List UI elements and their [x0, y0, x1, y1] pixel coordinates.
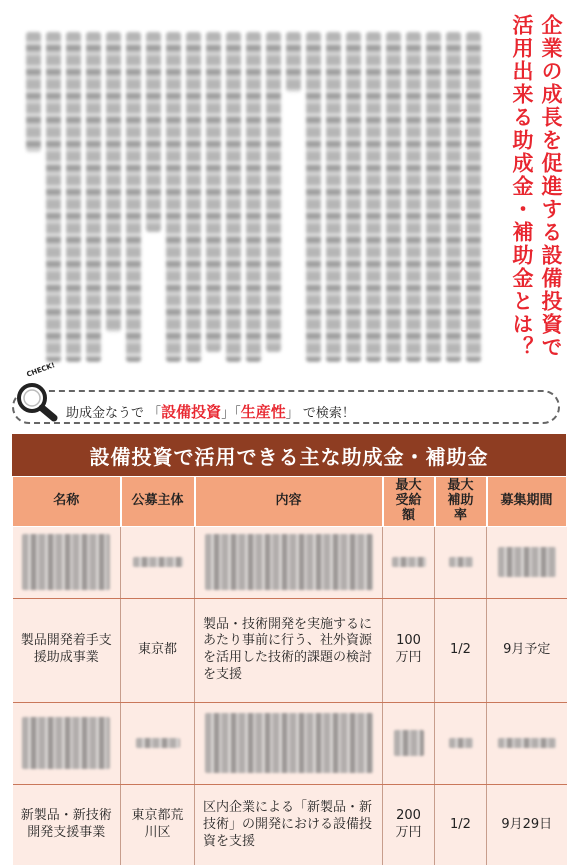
- kw2-open: 「: [234, 406, 241, 421]
- search-instruction: [66, 401, 355, 422]
- search-suffix: で検索！: [302, 406, 355, 421]
- col-amount: 最大受給額: [383, 477, 435, 527]
- table-row: [13, 784, 567, 866]
- magnifier-icon: [12, 376, 60, 422]
- row-name: 新製品・新技術開発支援事業: [13, 784, 121, 866]
- col-name: 名称: [13, 477, 121, 527]
- kw1-open: 「: [148, 406, 162, 421]
- row-rate: 1/2: [435, 784, 487, 866]
- check-label: CHECK!: [25, 361, 57, 379]
- row-amount: 200万円: [383, 784, 435, 866]
- row-amount: 100万円: [383, 598, 435, 702]
- keyword-setsubi: 設備投資: [161, 403, 222, 421]
- col-rate: 最大補助率: [435, 477, 487, 527]
- kw2-close: 」: [285, 406, 299, 421]
- col-period: 募集期間: [487, 477, 567, 527]
- keyword-seisansei: 生産性: [240, 403, 286, 421]
- row-name: 製品開発着手支援助成事業: [13, 598, 121, 702]
- table-row: [13, 598, 567, 702]
- row-period: 9月29日: [487, 784, 567, 866]
- row-rate: 1/2: [435, 598, 487, 702]
- blurred-article-text: [20, 10, 490, 370]
- search-prefix: 助成金なうで: [66, 406, 145, 421]
- row-period: 9月予定: [487, 598, 567, 702]
- table-title: 設備投資で活用できる主な助成金・補助金: [12, 434, 566, 476]
- table-row-blurred-2: [13, 702, 567, 784]
- row-body: 東京都: [121, 598, 195, 702]
- kw1-close: 」: [221, 406, 235, 421]
- heading-line-2: 活用出来る助成金・補助金とは？: [510, 14, 534, 359]
- row-content: 製品・技術開発を実施するにあたり事前に行う、社外資源を活用した技術的課題の検討を支援: [195, 598, 383, 702]
- table-row-blurred-1: [13, 526, 567, 598]
- row-body: 東京都荒川区: [121, 784, 195, 866]
- heading-line-1: 企業の成長を促進する設備投資で: [539, 14, 563, 359]
- col-body: 公募主体: [121, 477, 195, 527]
- table-header-row: [13, 477, 567, 527]
- row-content: 区内企業による「新製品・新技術」の開発における設備投資を支援: [195, 784, 383, 866]
- col-content: 内容: [195, 477, 383, 527]
- subsidy-table: [12, 434, 566, 867]
